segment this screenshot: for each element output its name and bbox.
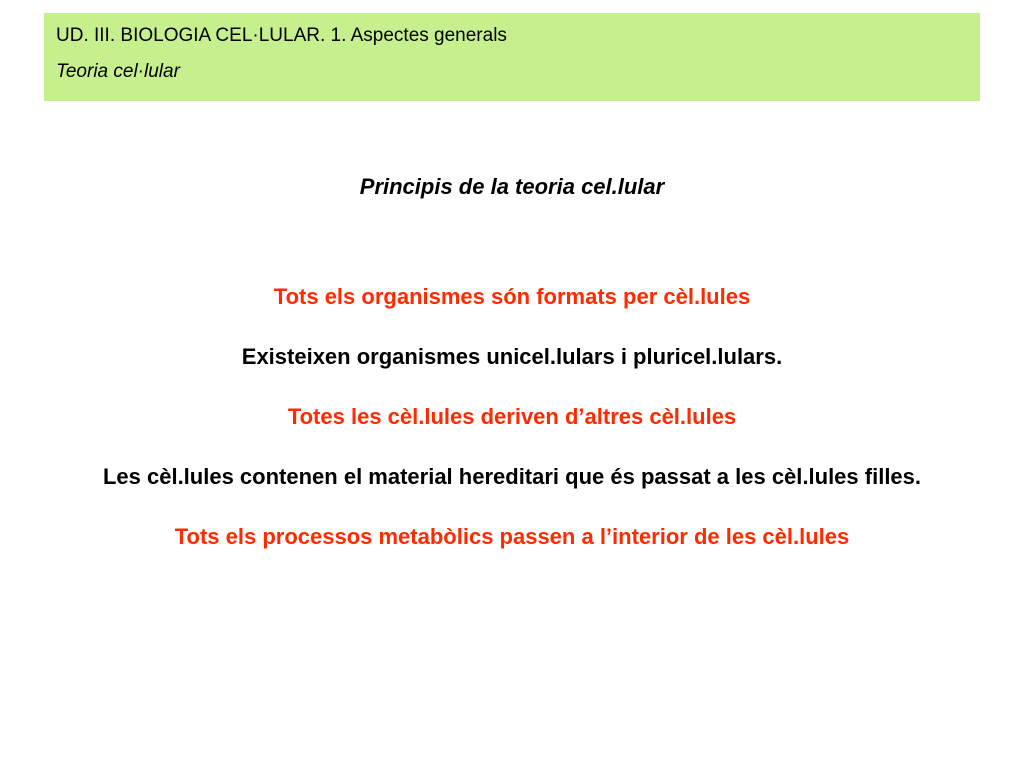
principle-4: Les cèl.lules contenen el material hereditari que és passat a les cèl.lules filles. — [102, 464, 922, 489]
header-banner — [44, 13, 980, 101]
principle-1: Tots els organismes són formats per cèl.lules — [273, 284, 751, 309]
slide-body — [40, 172, 984, 582]
principle-2: Existeixen organismes unicel.lulars i pluricel.lulars. — [241, 344, 783, 369]
unit-title: UD. III. BIOLOGIA CEL·LULAR. 1. Aspectes generals — [56, 25, 507, 46]
principle-5: Tots els processos metabòlics passen a l’interior de les cèl.lules — [174, 524, 850, 549]
slide-heading: Principis de la teoria cel.lular — [359, 174, 665, 199]
principle-3: Totes les cèl.lules deriven d’altres cèl.lules — [287, 404, 737, 429]
section-subtitle: Teoria cel·lular — [56, 61, 180, 82]
